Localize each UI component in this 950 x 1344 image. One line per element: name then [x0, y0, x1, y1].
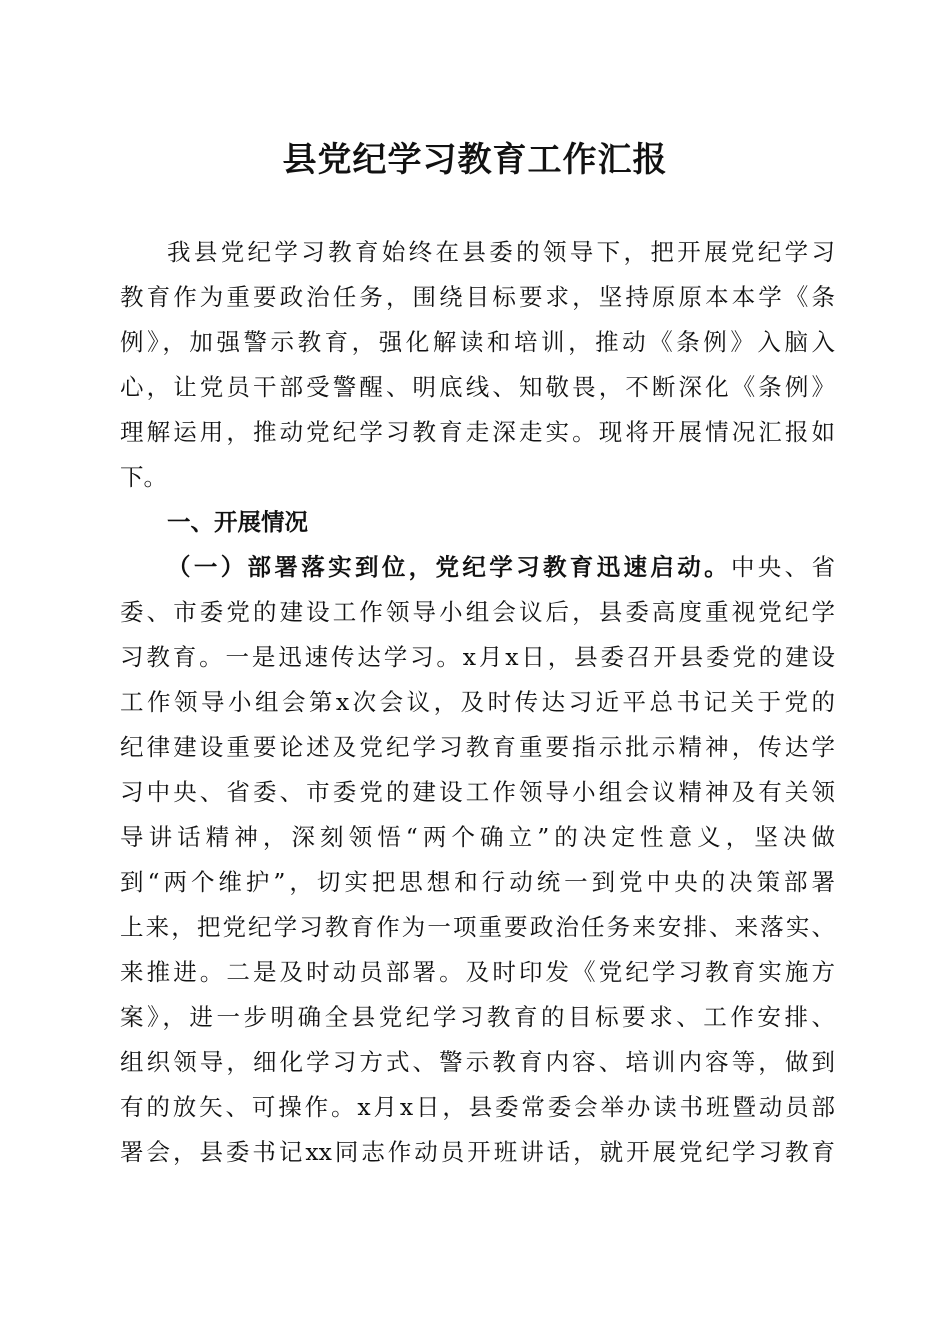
body-line: 到“两个维护”，切实把思想和行动统一到党中央的决策部署: [120, 868, 835, 896]
intro-line: 下。: [120, 463, 167, 491]
intro-line: 理解运用，推动党纪学习教育走深走实。现将开展情况汇报如: [120, 418, 835, 446]
body-line: 习中央、省委、市委党的建设工作领导小组会议精神及有关领: [120, 778, 835, 806]
body-line: 上来，把党纪学习教育作为一项重要政治任务来安排、来落实、: [120, 913, 835, 941]
body-line: 有的放矢、可操作。x月x日，县委常委会举办读书班暨动员部: [120, 1093, 835, 1121]
body-line: 纪律建设重要论述及党纪学习教育重要指示批示精神，传达学: [120, 733, 835, 761]
document-title: 县党纪学习教育工作汇报: [282, 140, 668, 180]
intro-line: 心，让党员干部受警醒、明底线、知敬畏，不断深化《条例》: [120, 373, 835, 401]
intro-line: 教育作为重要政治任务，围绕目标要求，坚持原原本本学《条: [120, 283, 835, 311]
section-heading: 一、开展情况: [167, 508, 308, 536]
body-line: 导讲话精神，深刻领悟“两个确立”的决定性意义，坚决做: [120, 823, 835, 851]
subsection-first-line-rest: 中央、省: [730, 553, 836, 581]
intro-line: 我县党纪学习教育始终在县委的领导下，把开展党纪学习: [167, 238, 835, 266]
body-line: 习教育。一是迅速传达学习。x月x日，县委召开县委党的建设: [120, 643, 835, 671]
subsection-first-line: [167, 545, 835, 590]
body-line: 来推进。二是及时动员部署。及时印发《党纪学习教育实施方: [120, 958, 835, 986]
body-line: 委、市委党的建设工作领导小组会议后，县委高度重视党纪学: [120, 598, 835, 626]
body-line: 署会，县委书记xx同志作动员开班讲话，就开展党纪学习教育: [120, 1138, 835, 1166]
subsection-title: （一）部署落实到位，党纪学习教育迅速启动。: [167, 553, 731, 581]
body-line: 组织领导，细化学习方式、警示教育内容、培训内容等，做到: [120, 1048, 835, 1076]
intro-line: 例》，加强警示教育，强化解读和培训，推动《条例》入脑入: [120, 328, 835, 356]
body-line: 工作领导小组会第x次会议，及时传达习近平总书记关于党的: [120, 688, 835, 716]
body-line: 案》，进一步明确全县党纪学习教育的目标要求、工作安排、: [120, 1003, 835, 1031]
